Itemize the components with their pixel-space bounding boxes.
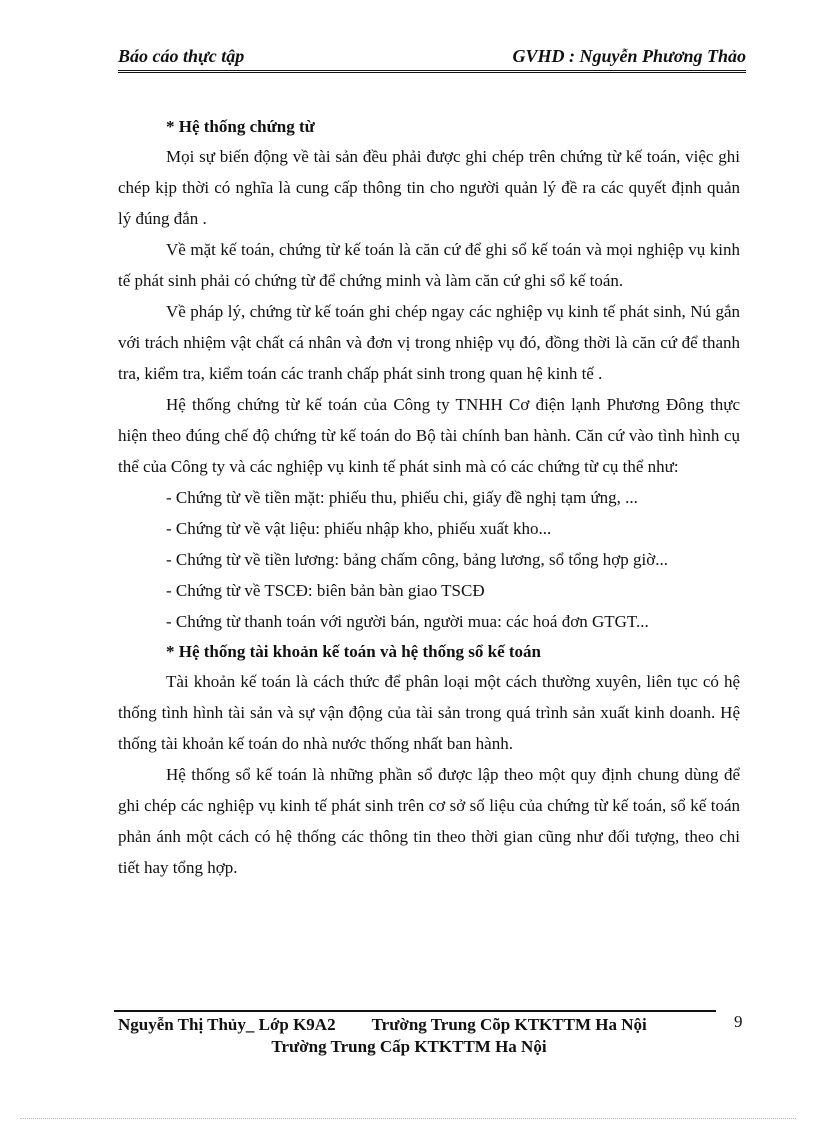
paragraph: Về mặt kế toán, chứng từ kế toán là căn cứ để ghi sổ kế toán và mọi nghiệp vụ kinh tế phát sinh phải có chứng từ để chứng minh và làm căn cứ ghi sổ kế toán. xyxy=(118,240,740,290)
page-footer xyxy=(118,1014,718,1058)
list-item: - Chứng từ về tiền lương: bảng chấm công, bảng lương, sổ tổng hợp giờ... xyxy=(166,550,669,569)
footer-school-line2: Trường Trung Cấp KTKTTM Ha Nội xyxy=(271,1037,547,1056)
paragraph: Hệ thống sổ kế toán là những phần sổ được lập theo một quy định chung dùng để ghi chép các nghiệp vụ kinh tế phát sinh trên cơ sở số liệu của chứng từ kế toán, sổ kế toán phản ánh một cách có hệ thống các thông tin theo thời gian cũng như đối tượng, theo chi tiết hay tổng hợp. xyxy=(118,765,740,877)
page-number: 9 xyxy=(734,1012,743,1031)
paragraph: Tài khoản kế toán là cách thức để phân loại một cách thường xuyên, liên tục có hệ thống tình hình tài sản và sự vận động của tài sản trong quá trình sản xuất kinh doanh. Hệ thống tài khoản kế toán do nhà nước thống nhất ban hành. xyxy=(118,672,740,753)
paragraph: Về pháp lý, chứng từ kế toán ghi chép ngay các nghiệp vụ kinh tế phát sinh, Nú gắn với trách nhiệm vật chất cá nhân và đơn vị trong nhiệp vụ đó, đồng thời là căn cứ để thanh tra, kiểm tra, kiểm toán các tranh chấp phát sinh trong quan hệ kinh tế . xyxy=(118,302,740,383)
page-bottom-dotted-line xyxy=(20,1118,796,1119)
list-item: - Chứng từ về tiền mặt: phiếu thu, phiếu chi, giấy đề nghị tạm ứng, ... xyxy=(166,488,638,507)
list-item: - Chứng từ về TSCĐ: biên bản bàn giao TSCĐ xyxy=(166,581,485,600)
footer-author: Nguyễn Thị Thủy_ Lớp K9A2 xyxy=(118,1015,336,1034)
footer-divider xyxy=(114,1010,716,1012)
header-report-title: Báo cáo thực tập xyxy=(118,46,245,66)
list-item: - Chứng từ về vật liệu: phiếu nhập kho, phiếu xuất kho... xyxy=(166,519,552,538)
footer-school-line1: Trường Trung Cõp KTKTTM Ha Nội xyxy=(371,1015,647,1034)
section-heading-vouchers: * Hệ thống chứng từ xyxy=(166,117,315,136)
page-header xyxy=(118,44,746,73)
list-item: - Chứng từ thanh toán với người bán, người mua: các hoá đơn GTGT... xyxy=(166,612,649,631)
document-body xyxy=(118,112,740,883)
section-heading-accounts: * Hệ thống tài khoản kế toán và hệ thống sổ kế toán xyxy=(166,642,542,661)
paragraph: Mọi sự biến động về tài sản đều phải được ghi chép trên chứng từ kế toán, việc ghi chép kịp thời có nghĩa là cung cấp thông tin cho người quản lý đề ra các quyết định quản lý đúng đắn . xyxy=(118,147,740,228)
paragraph: Hệ thống chứng từ kế toán của Công ty TNHH Cơ điện lạnh Phương Đông thực hiện theo đúng chế độ chứng từ kế toán do Bộ tài chính ban hành. Căn cứ vào tình hình cụ thể của Công ty và các nghiệp vụ kinh tế phát sinh mà có các chứng từ cụ thể như: xyxy=(118,395,740,476)
header-supervisor: GVHD : Nguyễn Phương Thảo xyxy=(512,46,746,66)
